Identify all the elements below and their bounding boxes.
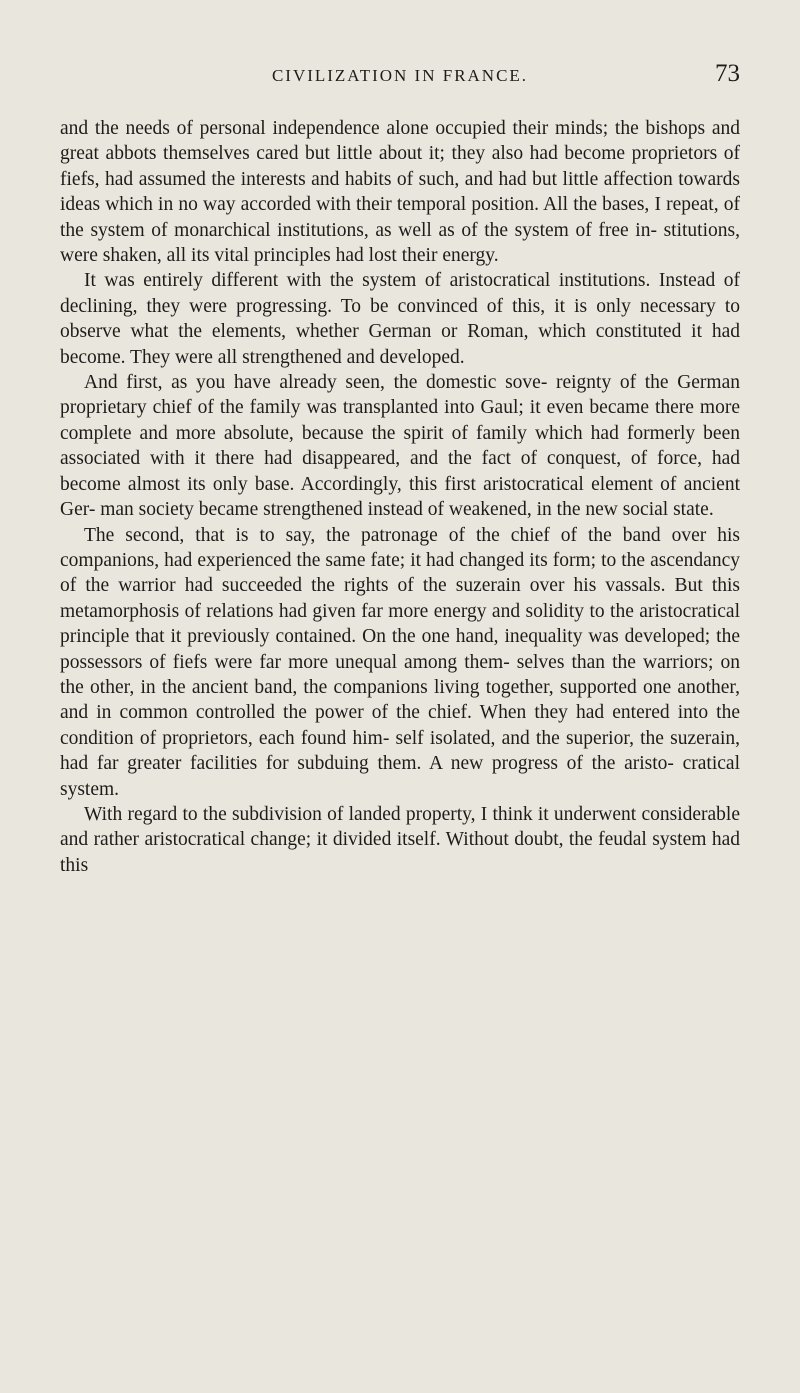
body-text	[60, 116, 740, 878]
running-head-title: CIVILIZATION IN FRANCE.	[271, 66, 529, 85]
paragraph-domestic-sovereignty: And first, as you have already seen, the domestic sove- reignty of the German proprietary chief of the family was transplanted into Gaul; it even became there more complete and more absolute, because the spirit of family which had formerly been associated with it there had disappeared, and the fact of conquest, of force, had become almost its only base. Accordingly, this first aristocratical element of ancient Ger- man society became strengthened instead of weakened, in the new social state.	[60, 372, 740, 521]
paragraph-patronage: The second, that is to say, the patronage of the chief of the band over his companions, had experienced the same fate; it had changed its form; to the ascendancy of the warrior had succeeded the rights of the suzerain over his vassals. But this metamorphosis of relations had given far more energy and solidity to the aristocratical principle that it previously contained. On the one hand, inequality was developed; the possessors of fiefs were far more unequal among them- selves than the warriors; on the other, in the ancient band, the companions living together, supported one another, and in common controlled the power of the chief. When they had entered into the condition of proprietors, each found him- self isolated, and the superior, the suzerain, had far greater facilities for subduing them. A new progress of the aristo- cratical system.	[60, 524, 740, 800]
paragraph-aristocratical-institutions: It was entirely different with the system of aristocratical institutions. Instead of declining, they were progressing. To be convinced of this, it is only necessary to observe what the elements, whether German or Roman, which constituted it had become. They were all strengthened and developed.	[60, 270, 740, 368]
paragraph-landed-property: With regard to the subdivision of landed property, I think it underwent considerable and rather aristocratical change; it divided itself. Without doubt, the feudal system had this	[60, 803, 740, 876]
page-number: 73	[715, 60, 740, 87]
running-head	[60, 60, 740, 96]
paragraph-continuation: and the needs of personal independence alone occupied their minds; the bishops and great abbots themselves cared but little about it; they also had become proprietors of fiefs, had assumed the interests and habits of such, and had but little affection towards ideas which in no way accorded with their temporal position. All the bases, I repeat, of the system of monarchical institutions, as well as of the system of free in- stitutions, were shaken, all its vital principles had lost their energy.	[60, 118, 740, 267]
